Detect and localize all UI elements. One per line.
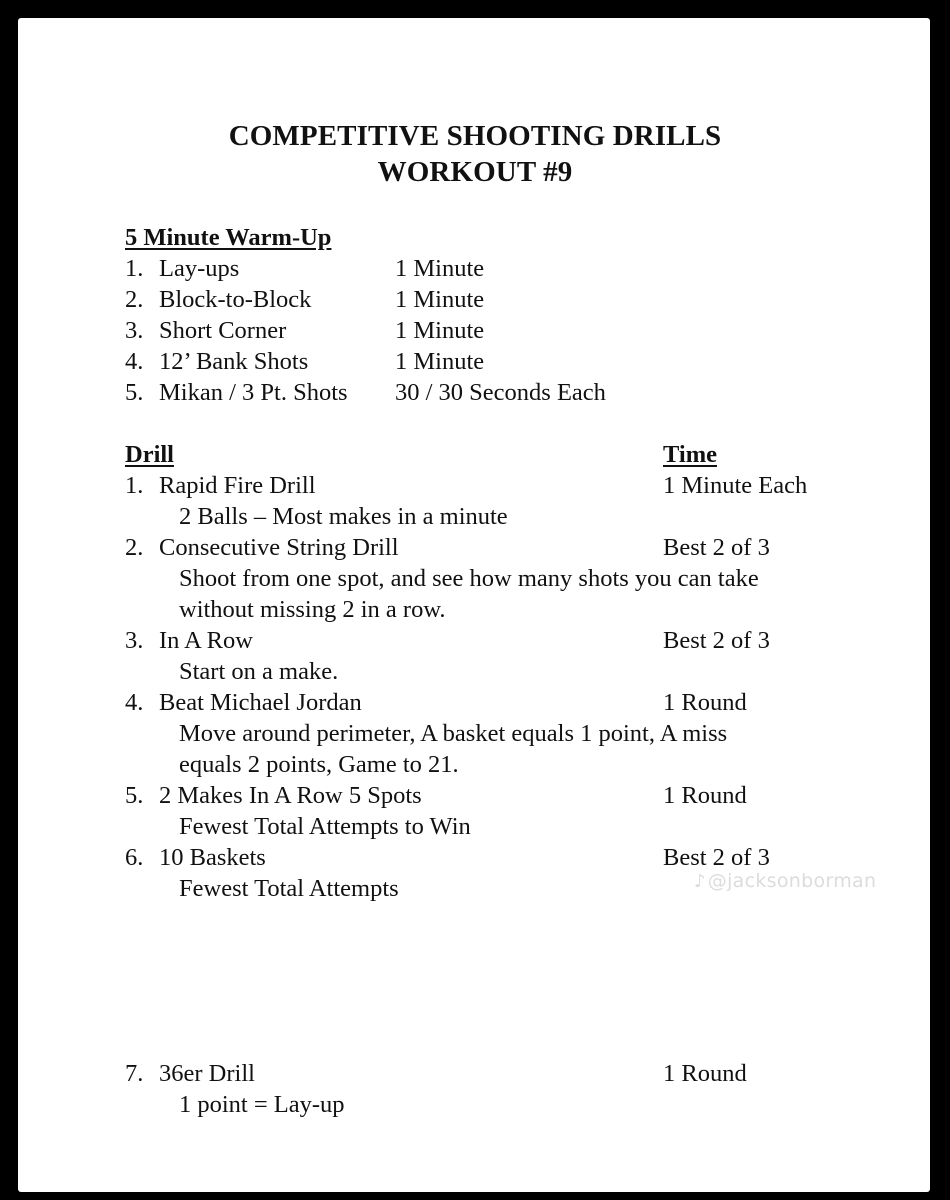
document-title-line-2: WORKOUT #9 xyxy=(377,156,573,188)
drill-item-number: 3. xyxy=(125,627,144,654)
drill-item-description: Move around perimeter, A basket equals 1 point, A miss xyxy=(179,720,728,747)
drill-item-time: Best 2 of 3 xyxy=(663,627,770,654)
drill-item-name: Consecutive String Drill xyxy=(159,534,399,561)
drill-item-description: equals 2 points, Game to 21. xyxy=(179,751,459,778)
music-note-icon: ♪ xyxy=(694,871,706,892)
warmup-item-time: 1 Minute xyxy=(395,317,485,344)
drill-item-time: 1 Round xyxy=(663,1060,747,1087)
watermark-text: @jacksonborman xyxy=(707,870,877,892)
warmup-item-number: 2. xyxy=(125,286,144,313)
drill-item-description: Shoot from one spot, and see how many shots you can take xyxy=(179,565,759,592)
drill-item-name: In A Row xyxy=(159,627,253,654)
warmup-item-name: Lay-ups xyxy=(159,255,240,282)
drill-item-number: 6. xyxy=(125,844,144,871)
warmup-item-name: Mikan / 3 Pt. Shots xyxy=(159,379,348,406)
drill-item-name: 36er Drill xyxy=(159,1060,255,1087)
drill-item-time: 1 Minute Each xyxy=(663,472,808,499)
warmup-item-time: 30 / 30 Seconds Each xyxy=(395,379,606,406)
warmup-heading: 5 Minute Warm-Up xyxy=(125,224,332,251)
drill-item-name: 2 Makes In A Row 5 Spots xyxy=(159,782,422,809)
warmup-item-name: Short Corner xyxy=(159,317,287,344)
drill-item-description: Fewest Total Attempts xyxy=(179,875,399,902)
warmup-item-number: 1. xyxy=(125,255,144,282)
drill-item-description: Fewest Total Attempts to Win xyxy=(179,813,471,840)
watermark xyxy=(694,870,876,892)
drill-item-time: Best 2 of 3 xyxy=(663,844,770,871)
drill-item-name: 10 Baskets xyxy=(159,844,266,871)
drill-item-description: 1 point = Lay-up xyxy=(179,1091,345,1118)
drill-item-description: Start on a make. xyxy=(179,658,339,685)
warmup-item-name: Block-to-Block xyxy=(159,286,312,313)
warmup-item-time: 1 Minute xyxy=(395,348,485,375)
drill-item-number: 2. xyxy=(125,534,144,561)
drill-item-number: 5. xyxy=(125,782,144,809)
time-column-heading: Time xyxy=(663,441,717,468)
warmup-item-number: 3. xyxy=(125,317,144,344)
drill-item-number: 7. xyxy=(125,1060,144,1087)
document-page xyxy=(18,18,930,1192)
warmup-item-time: 1 Minute xyxy=(395,255,485,282)
drill-item-number: 1. xyxy=(125,472,144,499)
document-title-line-1: COMPETITIVE SHOOTING DRILLS xyxy=(228,120,722,152)
drill-item-time: Best 2 of 3 xyxy=(663,534,770,561)
drill-item-name: Beat Michael Jordan xyxy=(159,689,362,716)
drill-item-description: without missing 2 in a row. xyxy=(179,596,446,623)
drill-item-time: 1 Round xyxy=(663,689,747,716)
drill-item-description: 2 Balls – Most makes in a minute xyxy=(179,503,508,530)
drill-column-heading: Drill xyxy=(125,441,174,468)
warmup-item-time: 1 Minute xyxy=(395,286,485,313)
warmup-item-number: 5. xyxy=(125,379,144,406)
drill-item-number: 4. xyxy=(125,689,144,716)
warmup-item-number: 4. xyxy=(125,348,144,375)
warmup-item-name: 12’ Bank Shots xyxy=(159,348,309,375)
drill-item-time: 1 Round xyxy=(663,782,747,809)
drill-item-name: Rapid Fire Drill xyxy=(159,472,316,499)
